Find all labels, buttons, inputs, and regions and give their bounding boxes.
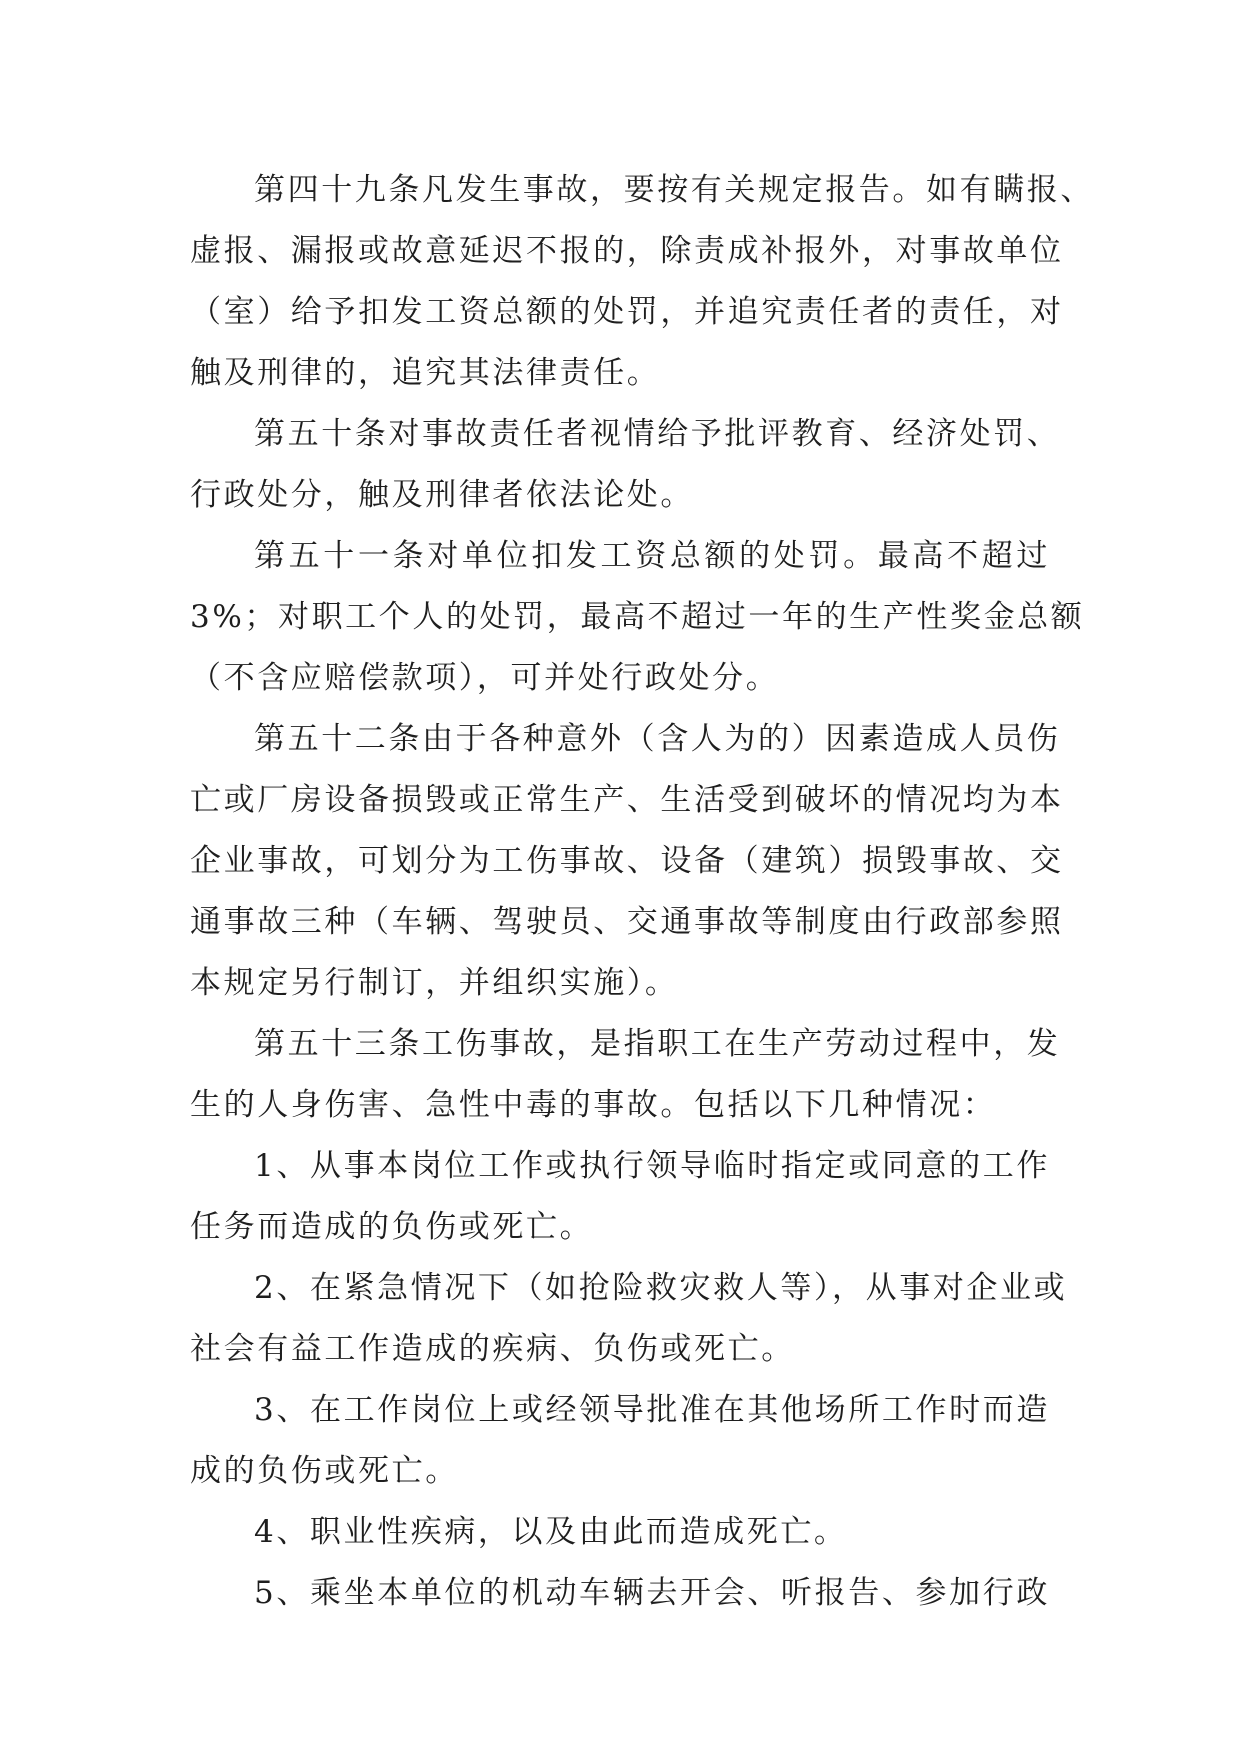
list-item-5 — [190, 1563, 1050, 1624]
text-line: 第五十三条工伤事故，是指职工在生产劳动过程中，发 — [254, 1026, 1061, 1062]
list-item-1 — [190, 1136, 1050, 1258]
text-line: 第五十条对事故责任者视情给予批评教育、经济处罚、 — [254, 416, 1061, 452]
text-line: 本规定另行制订，并组织实施）。 — [190, 965, 679, 1001]
text-line: 生的人身伤害、急性中毒的事故。包括以下几种情况： — [190, 1087, 997, 1123]
paragraph-article-50 — [190, 404, 1061, 526]
text-line: 社会有益工作造成的疾病、负伤或死亡。 — [190, 1331, 795, 1367]
text-line: 通事故三种（车辆、驾驶员、交通事故等制度由行政部参照 — [190, 904, 1064, 940]
text-line: 第五十二条由于各种意外（含人为的）因素造成人员伤 — [254, 721, 1061, 757]
text-line: 3%；对职工个人的处罚，最高不超过一年的生产性奖金总额 — [190, 599, 1085, 635]
text-line: 第四十九条凡发生事故，要按有关规定报告。如有瞒报、 — [254, 172, 1094, 208]
text-line: 任务而造成的负伤或死亡。 — [190, 1209, 594, 1245]
text-line: （室）给予扣发工资总额的处罚，并追究责任者的责任，对 — [190, 294, 1064, 330]
text-line: 5、乘坐本单位的机动车辆去开会、听报告、参加行政 — [254, 1575, 1050, 1611]
text-line: （不含应赔偿款项），可并处行政处分。 — [190, 660, 780, 696]
document-body — [190, 160, 1094, 1624]
list-item-3 — [190, 1380, 1050, 1502]
text-line: 第五十一条对单位扣发工资总额的处罚。最高不超过 — [254, 538, 1050, 574]
text-line: 亡或厂房设备损毁或正常生产、生活受到破坏的情况均为本 — [190, 782, 1064, 818]
text-line: 2、在紧急情况下（如抢险救灾救人等），从事对企业或 — [254, 1270, 1068, 1306]
text-line: 行政处分，触及刑律者依法论处。 — [190, 477, 694, 513]
paragraph-article-53 — [190, 1014, 1061, 1136]
text-line: 触及刑律的，追究其法律责任。 — [190, 355, 661, 391]
text-line: 企业事故，可划分为工伤事故、设备（建筑）损毁事故、交 — [190, 843, 1064, 879]
list-item-4 — [190, 1502, 1050, 1563]
text-line: 4、职业性疾病，以及由此而造成死亡。 — [254, 1514, 848, 1550]
paragraph-article-52 — [190, 709, 1064, 1014]
text-line: 1、从事本岗位工作或执行领导临时指定或同意的工作 — [254, 1148, 1050, 1184]
text-line: 3、在工作岗位上或经领导批准在其他场所工作时而造 — [254, 1392, 1050, 1428]
list-item-2 — [190, 1258, 1068, 1380]
paragraph-article-49 — [190, 160, 1094, 404]
paragraph-article-51 — [190, 526, 1085, 709]
text-line: 成的负伤或死亡。 — [190, 1453, 459, 1489]
text-line: 虚报、漏报或故意延迟不报的，除责成补报外，对事故单位 — [190, 233, 1064, 269]
